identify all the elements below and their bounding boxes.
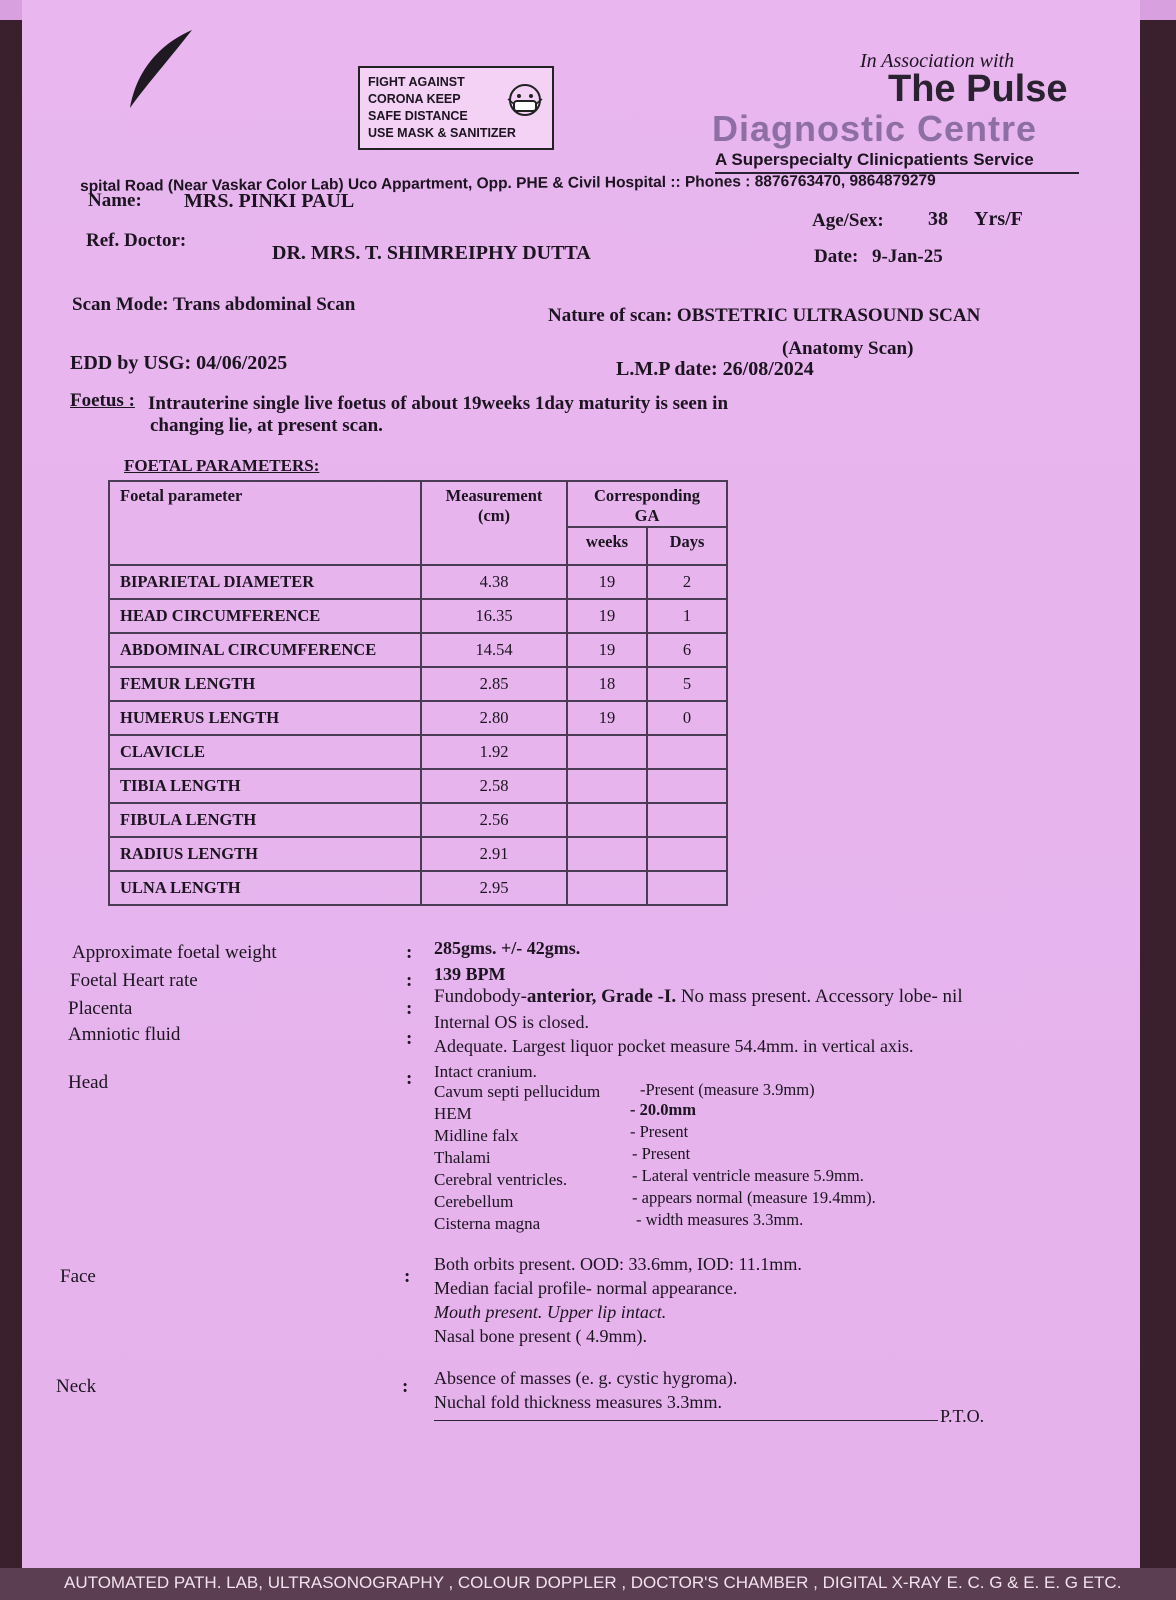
association-note: In Association with	[860, 50, 1015, 72]
table-row	[109, 735, 727, 769]
head-item-key: Cavum septi pellucidum	[434, 1082, 601, 1101]
param-cm: 2.58	[421, 769, 567, 803]
edd-by-usg: EDD by USG: 04/06/2025	[70, 352, 288, 374]
placenta-bold: anterior, Grade -I.	[526, 986, 677, 1007]
head-item-value: - Present	[630, 1122, 689, 1141]
table-row	[109, 769, 727, 803]
param-days	[647, 837, 727, 871]
placenta-value	[434, 986, 963, 1008]
foetal-parameters-table	[108, 480, 728, 906]
colon: :	[406, 970, 413, 991]
amniotic-label: Amniotic fluid	[68, 1024, 181, 1045]
neck-line: Nuchal fold thickness measures 3.3mm.	[434, 1392, 722, 1412]
param-name: ULNA LENGTH	[109, 871, 421, 905]
fhr-label: Foetal Heart rate	[70, 970, 198, 991]
name-label: Name:	[88, 190, 142, 211]
brand-name: The Pulse	[888, 68, 1068, 110]
colon: :	[406, 1068, 413, 1089]
param-days	[647, 871, 727, 905]
table-row	[109, 803, 727, 837]
param-days	[647, 769, 727, 803]
placenta-pre: Fundobody-	[434, 986, 527, 1007]
face-line: Both orbits present. OOD: 33.6mm, IOD: 11.1mm.	[434, 1254, 802, 1274]
neck-label: Neck	[56, 1376, 97, 1397]
patient-sex: Yrs/F	[974, 208, 1023, 230]
agesex-label: Age/Sex:	[812, 210, 884, 231]
param-name: FEMUR LENGTH	[109, 667, 421, 701]
header-ga-label2: GA	[634, 506, 660, 525]
colon: :	[404, 1266, 411, 1287]
amniotic-value: Adequate. Largest liquor pocket measure 54.4mm. in vertical axis.	[434, 1036, 914, 1056]
ref-doctor-label: Ref. Doctor:	[86, 230, 187, 251]
param-cm: 2.91	[421, 837, 567, 871]
scan-mode: Scan Mode: Trans abdominal Scan	[72, 294, 356, 315]
covid-notice	[358, 66, 554, 150]
head-item-key: Cerebellum	[434, 1192, 514, 1211]
table-row	[109, 565, 727, 599]
patient-age: 38	[928, 208, 948, 230]
param-days: 0	[647, 701, 727, 735]
report-date: 9-Jan-25	[872, 246, 943, 267]
brand-subname: Diagnostic Centre	[712, 108, 1038, 149]
param-cm: 2.56	[421, 803, 567, 837]
param-weeks	[567, 837, 647, 871]
header-weeks: weeks	[567, 527, 647, 565]
feather-logo-icon	[122, 28, 202, 118]
head-item-key: Thalami	[434, 1148, 491, 1167]
signature-rule	[434, 1420, 938, 1421]
head-intact: Intact cranium.	[434, 1062, 537, 1081]
table-row	[109, 871, 727, 905]
colon: :	[402, 1376, 409, 1397]
head-item-key: Midline falx	[434, 1126, 519, 1145]
foetus-label: Foetus :	[70, 390, 135, 411]
header-param: Foetal parameter	[109, 481, 421, 565]
foetal-heart-rate: 139 BPM	[434, 964, 506, 984]
face-label: Face	[60, 1266, 96, 1287]
covid-line: CORONA KEEP	[368, 92, 461, 106]
weight-label: Approximate foetal weight	[72, 942, 277, 963]
face-line: Nasal bone present ( 4.9mm).	[434, 1326, 647, 1346]
param-cm: 16.35	[421, 599, 567, 633]
internal-os: Internal OS is closed.	[434, 1012, 589, 1032]
head-item-key: Cisterna magna	[434, 1214, 541, 1233]
header-measurement-unit: (cm)	[477, 506, 511, 525]
scan-subtype: (Anatomy Scan)	[782, 338, 914, 359]
param-weeks	[567, 735, 647, 769]
mask-face-icon	[506, 82, 544, 122]
param-days: 6	[647, 633, 727, 667]
param-name: BIPARIETAL DIAMETER	[109, 565, 421, 599]
lmp-date: L.M.P date: 26/08/2024	[616, 358, 814, 380]
brand-tagline: A Superspecialty Clinicpatients Service	[715, 150, 1034, 169]
head-item-value: - Present	[632, 1144, 691, 1163]
param-weeks	[567, 803, 647, 837]
table-row	[109, 837, 727, 871]
table-row	[109, 599, 727, 633]
param-name: HUMERUS LENGTH	[109, 701, 421, 735]
services-footer: AUTOMATED PATH. LAB, ULTRASONOGRAPHY , COLOUR DOPPLER , DOCTOR'S CHAMBER , DIGITAL X-RAY E. C. G & E. E. G ETC.	[0, 1568, 1176, 1600]
param-name: CLAVICLE	[109, 735, 421, 769]
param-cm: 14.54	[421, 633, 567, 667]
param-weeks: 18	[567, 667, 647, 701]
colon: :	[406, 998, 413, 1019]
colon: :	[406, 1028, 413, 1049]
header-ga	[567, 481, 727, 527]
address-line: spital Road (Near Vaskar Color Lab) Uco Appartment, Opp. PHE & Civil Hospital :: Phones : 8876763470, 9864879279	[80, 172, 936, 195]
param-name: HEAD CIRCUMFERENCE	[109, 599, 421, 633]
param-cm: 2.85	[421, 667, 567, 701]
head-item-key: Cerebral ventricles.	[434, 1170, 568, 1189]
param-name: RADIUS LENGTH	[109, 837, 421, 871]
header-measurement-label: Measurement	[445, 486, 543, 505]
head-item-value: -Present (measure 3.9mm)	[640, 1080, 815, 1099]
head-item-value: - width measures 3.3mm.	[636, 1210, 804, 1229]
param-cm: 1.92	[421, 735, 567, 769]
table-row	[109, 633, 727, 667]
param-name: FIBULA LENGTH	[109, 803, 421, 837]
param-days	[647, 803, 727, 837]
param-weeks: 19	[567, 633, 647, 667]
param-weeks: 19	[567, 599, 647, 633]
table-row	[109, 701, 727, 735]
param-name: TIBIA LENGTH	[109, 769, 421, 803]
neck-line: Absence of masses (e. g. cystic hygroma).	[434, 1368, 738, 1388]
head-label: Head	[68, 1072, 109, 1093]
patient-name: MRS. PINKI PAUL	[184, 190, 355, 212]
param-weeks	[567, 871, 647, 905]
date-label: Date:	[814, 246, 859, 267]
placenta-label: Placenta	[68, 998, 133, 1019]
head-item-value: - appears normal (measure 19.4mm).	[632, 1188, 876, 1207]
param-weeks: 19	[567, 565, 647, 599]
foetus-summary-cont: changing lie, at present scan.	[150, 415, 383, 436]
param-weeks	[567, 769, 647, 803]
head-item-value: - 20.0mm	[630, 1100, 696, 1119]
param-cm: 4.38	[421, 565, 567, 599]
header-days: Days	[647, 527, 727, 565]
table-row	[109, 667, 727, 701]
param-days	[647, 735, 727, 769]
scan-nature: Nature of scan: OBSTETRIC ULTRASOUND SCAN	[548, 305, 981, 326]
table-title: FOETAL PARAMETERS:	[124, 456, 320, 475]
param-cm: 2.95	[421, 871, 567, 905]
param-days: 5	[647, 667, 727, 701]
header-ga-label: Corresponding	[593, 486, 701, 505]
param-cm: 2.80	[421, 701, 567, 735]
param-days: 1	[647, 599, 727, 633]
covid-line: SAFE DISTANCE	[368, 109, 468, 123]
param-weeks: 19	[567, 701, 647, 735]
face-line: Mouth present. Upper lip intact.	[434, 1302, 667, 1322]
ref-doctor: DR. MRS. T. SHIMREIPHY DUTTA	[272, 242, 591, 264]
pto-note: P.T.O.	[940, 1406, 985, 1426]
header-measurement	[421, 481, 567, 565]
covid-line: USE MASK & SANITIZER	[368, 126, 516, 140]
covid-line: FIGHT AGAINST	[368, 75, 465, 89]
face-line: Median facial profile- normal appearance.	[434, 1278, 738, 1298]
foetus-summary: Intrauterine single live foetus of about 19weeks 1day maturity is seen in	[148, 393, 729, 414]
param-days: 2	[647, 565, 727, 599]
foetal-weight: 285gms. +/- 42gms.	[434, 938, 581, 958]
placenta-post: No mass present. Accessory lobe- nil	[676, 986, 963, 1007]
colon: :	[406, 942, 413, 963]
head-item-value: - Lateral ventricle measure 5.9mm.	[632, 1166, 864, 1185]
param-name: ABDOMINAL CIRCUMFERENCE	[109, 633, 421, 667]
head-item-key: HEM	[434, 1104, 472, 1123]
report-page	[22, 0, 1140, 1600]
